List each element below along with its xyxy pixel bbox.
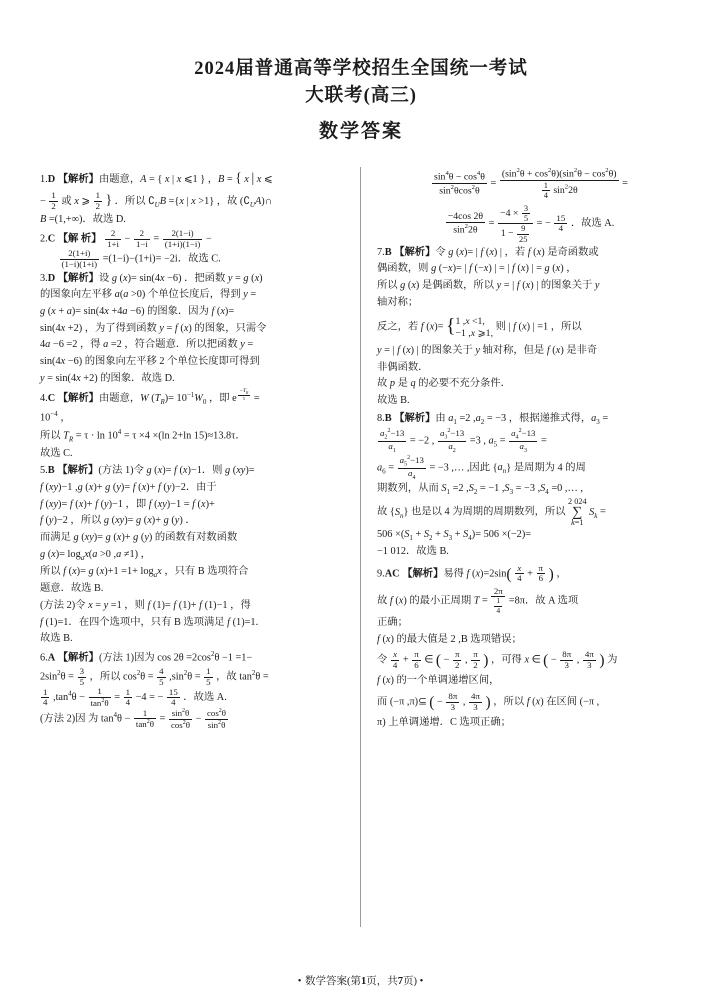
footer-total-pages: 7 <box>397 976 403 987</box>
title-block <box>40 56 682 145</box>
item-6-continued-equation: $\frac{\sin^4\theta - \cos^4\theta}{\sin^2\theta\cos^2\theta}$ = $(\sin^2\theta + \cos^2\theta)(\sin^2\theta - \cos^2\theta)$ $\frac{1}{4}$ $\sin^22\theta$ = $\frac{-4\cos 2\theta}{\sin^22\theta}$ = −4 × $\frac{3}{5}$ 1 − $\frac{9}{25}$ = − $\frac{15}{4}$ ．故选 A. <box>434 167 628 244</box>
item-6-method2-label: (方法 2) <box>40 713 76 725</box>
document-title: 数学答案 <box>318 120 403 142</box>
item-4-jiexi-label: 【解析】 <box>57 393 99 405</box>
item-6-method1-label: (方法 1) <box>98 652 135 664</box>
item-5-method2-label: (方法 2) <box>40 600 76 612</box>
item-4-answer: C <box>47 393 56 405</box>
footer-right-dot: • <box>419 976 425 987</box>
exam-title: 2024届普通高等学校招生全国统一考试 <box>194 59 528 79</box>
item-6-number: 6. <box>40 652 48 664</box>
item-5-answer: B <box>47 465 55 477</box>
item-2-answer: C <box>47 233 56 245</box>
item-7-jiexi-label: 【解析】 <box>394 246 436 258</box>
answer-item-8: 8.B 【解析】由 $a_1 =2$ $,a_2 = -3$ ，根据递推式得，$a_3$ = $\frac{a_2^2-13}{a_1}$ = −2 , $\frac{a_3^2-13}{a_2}$ =3 , $a_5$ = $\frac{a_4^2-13}{a_3}$ = $a_6$ = $\frac{a_5^2-13}{a_4}$ = −3 ,… ,因此 $\{a_n\}$ 是周期为 4 的周 期数列，从而 $S_1 =2$ $,S_2 = -1$ $,S_3 = -3$ $,S_4 =0$ ,… , 故 $\{S_n\}$ 也是以 4 为周期的周期数列，所以 2 024 ∑ k=1 $S_k$ = $506 \times(S_1 + S_2 + S_3 + S_4)= 506 \times(-2)=$ −1 012．故选 B. <box>377 412 609 558</box>
item-3-number: 3. <box>40 272 48 284</box>
item-5-number: 5. <box>40 465 48 477</box>
item-8-answer: B <box>384 412 392 424</box>
answer-item-4: 4.C 【解析】由题意，W $(T_R)= 10^{-1}W_0$ ，即 e $^{\frac{-T_R}{\tau}}$ = $10^{-4}$ ， 所以 $T_R = \tau \cdot \ln 10^4 = \tau \times 4 \times(\ln$ 2+ln 15)≈13.8τ． 故选 C. <box>40 388 260 459</box>
answer-item-5: 5.B 【解析】(方法 1)令 g (x)= f (x)−1．则 g (xy)= f (xy)−1 ,g (x)+ g (y)= f (x)+ f (y)−2．由于 f (xy)= f (x)+ f (y)−1 ，即 f (xy)−1 = f (x)+ f (y)−2 ，所以 g (xy)= g (x)+ g (y) ． 而满足 g (xy)= g (x)+ g (y) 的函数有对数函数 g $(x)= \log_ax(a >0$ ,a ≠1) ， 所以 f (x)= g $(x)+1 =1+ \log_ax$ ，只有 B 选项符合 题意．故选 B. (方法 2)令 x = y =1 ，则 f (1)= f (1)+ f (1)−1 ，得 f (1)=1．在四个选项中，只有 B 选项满足 f (1)=1. 故选 B. <box>40 465 259 645</box>
item-9-jiexi-label: 【解析】 <box>402 568 444 580</box>
answer-item-2: 2.C 【解 析】 $\frac{2}{1+i}$ − $\frac{2}{1-i}$ = $\frac{2(1-i)}{(1+i)(1-i)}$ − $\frac{2(1+i)}{(1-i)(1+i)}$ =(1−i)−(1+i)= −2i．故选 C. <box>40 228 221 269</box>
two-column-body <box>40 167 682 927</box>
item-7-number: 7. <box>377 246 385 258</box>
item-1-jiexi-label: 【解析】 <box>57 174 99 186</box>
item-1-answer: D <box>47 174 56 186</box>
item-5-method1-label: (方法 1) <box>98 465 134 477</box>
footer-left-dot: • <box>297 976 303 987</box>
answer-item-7: 7.B 【解析】令 g (x)= | f (x) | ，若 f (x) 是奇函数或 偶函数，则 g (−x)= | f (−x) | = | f (x) | = g (x) ， 所以 g (x) 是偶函数，所以 y = | f (x) | 的图象关于 y 轴对称； 反之，若 f (x)= { 1 ,x <1, −1 ,x ⩾1, 则 | f (x) | =1 ，所以 y = | f (x) | 的图象关于 y 轴对称，但是 f (x) 是非奇 非偶函数． 故 p 是 q 的必要不充分条件． 故选 B. <box>377 246 600 406</box>
footer-page-number: 1 <box>361 976 367 987</box>
item-8-jiexi-label: 【解析】 <box>394 412 436 424</box>
item-6-jiexi-label: 【解析】 <box>57 652 99 664</box>
left-column <box>40 167 361 927</box>
item-9-number: 9. <box>377 568 385 580</box>
item-4-number: 4. <box>40 393 48 405</box>
right-column <box>361 167 682 927</box>
item-2-number: 2. <box>40 233 48 245</box>
exam-subtitle: 大联考(高三) <box>305 85 417 106</box>
answer-item-6: 6.A 【解析】(方法 1)因为 $\cos 2\theta =2\cos^2\theta -1 =1-$ $2\sin^2\theta$ = $\frac{3}{5}$ ，所以 $\cos^2\theta$ = $\frac{4}{5}$ $,\sin^2\theta$ = $\frac{1}{5}$ ，故 $\tan^2\theta$ = $\frac{1}{4}$ $,\tan^4\theta$ − $\frac{1}{\tan^2\theta}$ = $\frac{1}{4}$ −4 = − $\frac{15}{4}$ ．故选 A. (方法 2)因 为 $\tan^4\theta$ − $\frac{1}{\tan^2\theta}$ = $\frac{\sin^2\theta}{\cos^2\theta}$ − $\frac{\cos^2\theta}{\sin^2\theta}$ <box>40 650 269 730</box>
page-footer <box>0 973 722 988</box>
item-7-answer: B <box>384 246 392 258</box>
item-9-answer: AC <box>384 568 400 580</box>
item-8-number: 8. <box>377 412 385 424</box>
footer-label: 数学答案(第 <box>305 976 361 987</box>
item-2-jiexi-label: 【解 析】 <box>57 233 102 245</box>
item-6-answer: A <box>47 652 56 664</box>
footer-end: 页) <box>403 976 417 987</box>
item-3-answer: D <box>47 272 56 284</box>
answer-item-9: 9.AC 【解析】易得 f (x)=2sin( $\frac{x}{4}$ + $\frac{\pi}{6}$ ) ， 故 f (x) 的最小正周期 T = $\frac{2\pi}{\frac{1}{4}}$ =8π．故 A 选项 正确； f (x) 的最大值是 2 ,B 选项错误； 令 $\frac{x}{4}$ + $\frac{\pi}{6}$ ∈ ( − $\frac{\pi}{2}$ , $\frac{\pi}{2}$ ) ，可得 x ∈ ( − $\frac{8\pi}{3}$ , $\frac{4\pi}{3}$ ) 为 f (x) 的一个单调递增区间， 而 (−π ,π)⊆ ( − $\frac{8\pi}{3}$ , $\frac{4\pi}{3}$ ) ，所以 f (x) 在区间 (−π , π) 上单调递增．C 选项正确； <box>377 562 618 728</box>
answer-item-1: 1.D 【解析】由题意，A = { x | x ⩽1 } ，B = { x | x ⩽ − $\frac{1}{2}$ 或 x ⩾ $\frac{1}{2}$ } ．所以 $∁_UB =\{x$ | x >1} ，故 $(∁_UA)\cap$ B =(1,+∞)．故选 D. <box>40 170 273 225</box>
answer-item-3: 3.D 【解析】设 g (x)= sin(4x −6) ．把函数 y = g (x) 的图象向左平移 a(a >0) 个单位长度后，得到 y = g (x + a)= sin(4x +4a −6) 的图象．因为 f (x)= sin(4x +2) ，为了得到函数 y = f (x) 的图象，只需令 4a −6 =2 ，得 a =2 ，符合题意．所以把函数 y = sin(4x −6) 的图象向左平移 2 个单位长度即可得到 y = sin(4x +2) 的图象．故选 D. <box>40 272 267 384</box>
item-5-jiexi-label: 【解析】 <box>57 465 99 477</box>
item-1-number: 1. <box>40 174 48 186</box>
item-3-jiexi-label: 【解析】 <box>57 272 99 284</box>
footer-mid: 页，共 <box>366 976 398 987</box>
